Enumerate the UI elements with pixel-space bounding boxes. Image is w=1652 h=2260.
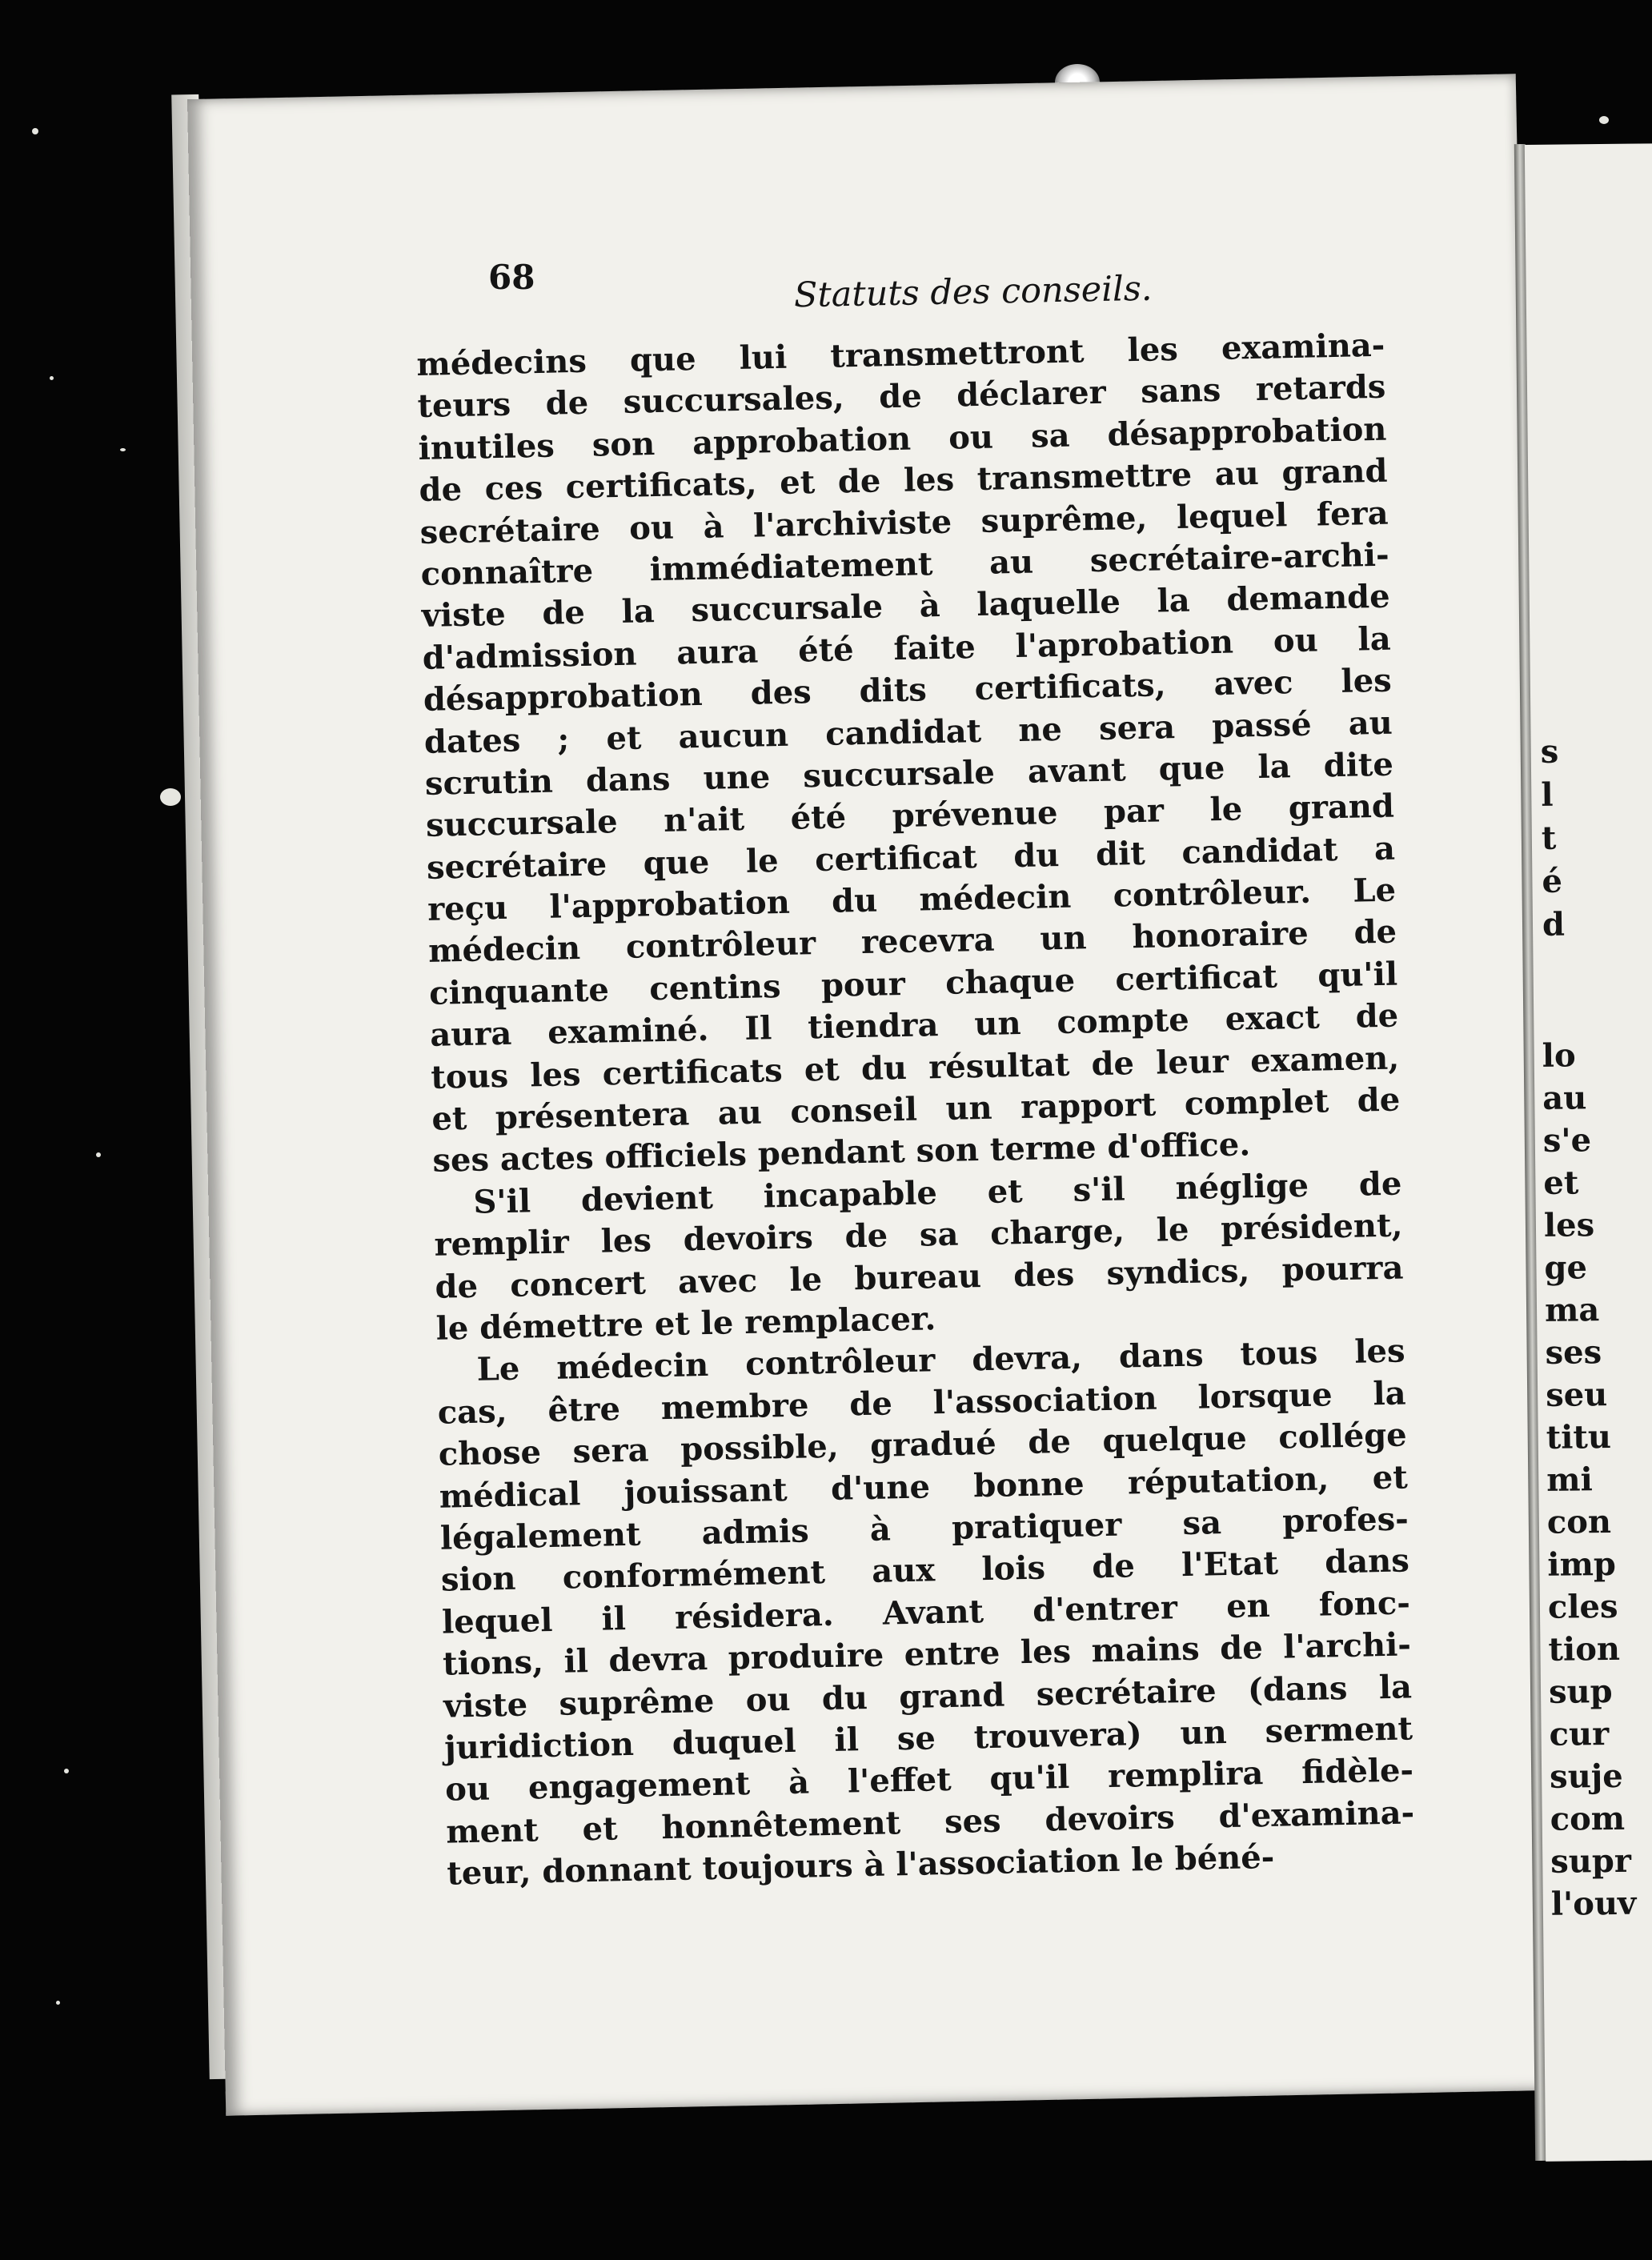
dust-speck [50,376,54,380]
text-line: tous les certificats et du résultat de leur examen, [430,1039,1400,1096]
text-line: Le médecin contrôleur devra, dans tous les [476,1332,1405,1389]
facing-page-line: imp [1547,1545,1617,1584]
text-line: tions, il devra produire entre les mains de l'archi- [442,1625,1412,1683]
facing-page-line: au [1542,1079,1587,1117]
text-line: d'admission aura été faite l'aprobation ou la [422,619,1392,677]
facing-page-bottom-lines [1525,143,1652,1923]
text-line: de concert avec le bureau des syndics, pourra [435,1248,1404,1306]
text-line: remplir les devoirs de sa charge, le président, [434,1206,1403,1264]
facing-page-line: con [1546,1502,1612,1541]
text-line: S'il devient incapable et s'il néglige de [473,1164,1402,1221]
dust-speck [32,128,38,134]
facing-page-line: sup [1548,1672,1613,1711]
text-line: ment et honnêtement ses devoirs d'examina- [445,1793,1415,1851]
text-line: reçu l'approbation du médecin contrôleur. Le [427,871,1397,928]
text-line: secrétaire que le certificat du dit candidat a [426,829,1396,887]
text-line: chose sera possible, gradué de quelque collége [438,1416,1408,1473]
text-line: scrutin dans une succursale avant que la dite [424,745,1394,803]
text-line: désapprobation des dits certificats, avec les [423,661,1393,719]
text-line: cinquante centins pour chaque certificat qu'il [428,955,1398,1012]
text-line: inutiles son approbation ou sa désapprobation [418,410,1387,467]
text-line: de ces certificats, et de les transmettre au grand [419,451,1388,510]
dust-speck [64,1769,69,1773]
facing-page-line: ma [1544,1291,1600,1329]
text-line: succursale n'ait été prévenue par le grand [425,787,1395,845]
text-line: médical jouissant d'une bonne réputation, et [439,1457,1409,1516]
facing-page-line: d [1542,905,1566,944]
dust-speck [56,2001,60,2005]
text-line: médecins que lui transmettront les examina- [416,326,1385,383]
text-line: dates ; et aucun candidat ne sera passé au [423,703,1393,761]
facing-page-line: ge [1544,1248,1588,1287]
facing-page-line: supr [1550,1841,1632,1881]
facing-page-line: l'ouv [1550,1884,1637,1923]
text-line: sion conformément aux lois de l'Etat dans [440,1541,1410,1600]
facing-page-line: ses [1545,1333,1602,1372]
body-text [416,325,1416,1895]
facing-page-line: les [1543,1206,1595,1244]
text-line: secrétaire ou à l'archiviste suprême, lequel fera [419,494,1389,551]
text-line: viste de la succursale à laquelle la demande [421,577,1391,635]
facing-page-line: lo [1542,1036,1576,1075]
facing-page-line: titu [1546,1417,1612,1457]
facing-page-line: cur [1549,1715,1610,1753]
text-line: viste suprême ou du grand secrétaire (dans la [443,1667,1413,1725]
running-title: Statuts des conseils. [793,268,1153,316]
facing-page-line: com [1550,1799,1626,1838]
facing-page-line: tion [1548,1629,1621,1669]
text-line: connaître immédiatement au secrétaire-archi- [420,535,1389,593]
text-line: ou engagement à l'effet qu'il remplira fidèle- [444,1751,1414,1809]
text-line: légalement admis à pratiquer sa profes- [439,1500,1409,1557]
facing-page-top-lines [1525,143,1652,944]
text-line: et présentera au conseil un rapport complet de [431,1080,1401,1138]
facing-page-line: et [1543,1164,1579,1202]
text-line: juridiction duquel il se trouvera) un serment [443,1709,1413,1767]
facing-page-line: seu [1545,1376,1608,1414]
facing-page-line: cles [1547,1587,1618,1626]
facing-page-line: t [1541,819,1557,857]
text-line: teurs de succursales, de déclarer sans retards [417,368,1386,426]
facing-page-fragment [1525,143,1652,2162]
text-line: teur, donnant toujours à l'association le béné- [446,1837,1275,1893]
dust-speck [160,788,181,806]
facing-page-line: s'e [1542,1121,1592,1160]
facing-page-line: l [1541,775,1554,814]
dust-speck [120,448,126,451]
page-number: 68 [488,258,535,297]
text-line: lequel il résidera. Avant d'entrer en fonc- [441,1584,1411,1641]
text-line: ses actes officiels pendant son terme d'office. [432,1125,1251,1180]
text-line: médecin contrôleur recevra un honoraire de [427,913,1397,971]
text-line: cas, être membre de l'association lorsque la [437,1374,1407,1432]
dust-speck [1599,116,1609,124]
dust-speck [96,1152,101,1157]
facing-page-line: mi [1546,1461,1594,1499]
facing-page-line: s [1540,732,1559,771]
text-line: le démettre et le remplacer. [435,1300,936,1348]
facing-page-line: suje [1549,1757,1623,1796]
text-line: aura examiné. Il tiendra un compte exact de [429,996,1399,1055]
facing-page-line: é [1542,862,1563,900]
